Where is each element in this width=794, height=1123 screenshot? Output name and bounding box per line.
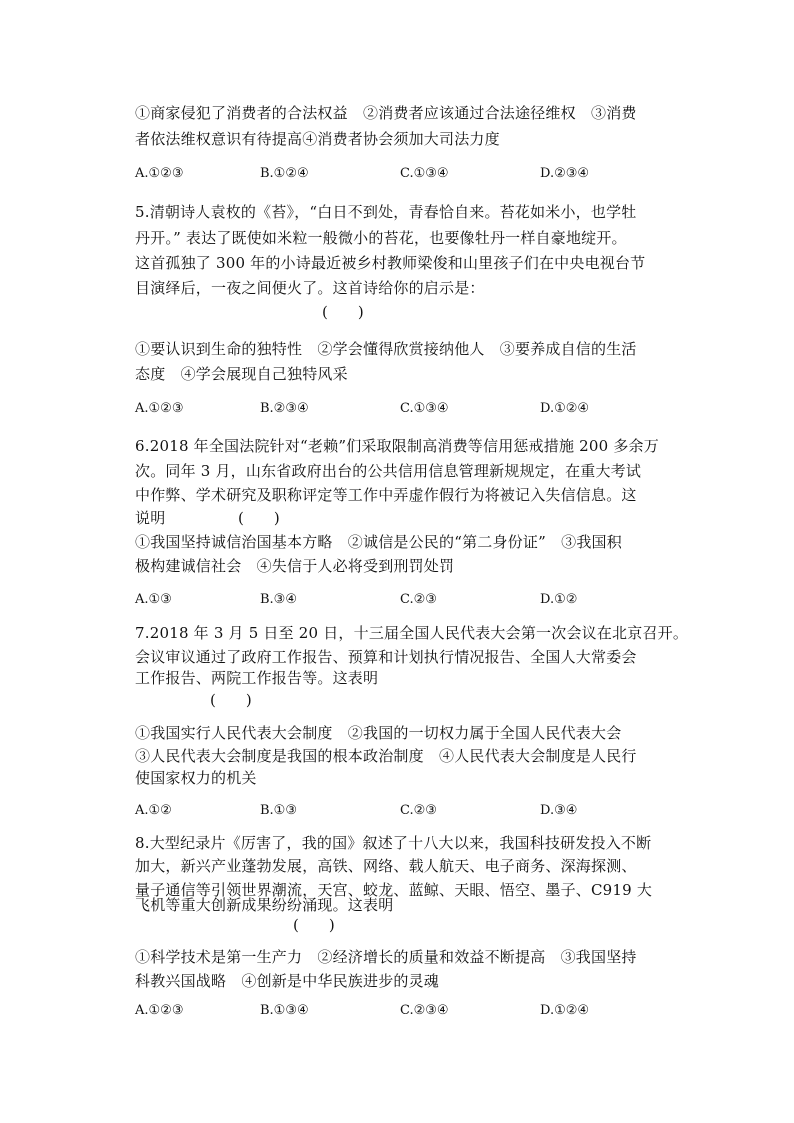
q8-option-b[interactable]: B.①③④ [260, 1003, 309, 1018]
q6-statements-line-2: 极构建诚信社会 ④失信于人必将受到刑罚处罚 [135, 557, 455, 575]
q5-option-c[interactable]: C.①③④ [400, 401, 449, 416]
q5-stem-line-2: 丹开。” 表达了既使如米粒一般微小的苔花，也要像牡丹一样自豪地绽开。 [135, 229, 627, 247]
q6-option-c[interactable]: C.②③ [400, 592, 437, 607]
q5-stem-line-4: 目演绎后，一夜之间便火了。这首诗给你的启示是： [135, 279, 485, 297]
q4-option-c[interactable]: C.①③④ [400, 166, 449, 181]
q7-stem-line-3: 工作报告、两院工作报告等。这表明 [135, 669, 379, 687]
q7-option-a[interactable]: A.①② [135, 803, 172, 818]
q5-option-a[interactable]: A.①②③ [135, 401, 184, 416]
q6-stem-line-1: 6.2018 年全国法院针对“老赖”们采取限制高消费等信用惩戒措施 200 多余万 [135, 437, 659, 455]
q6-option-b[interactable]: B.③④ [260, 592, 297, 607]
q7-statements-line-2: ③人民代表大会制度是我国的根本政治制度 ④人民代表大会制度是人民行 [135, 747, 637, 765]
q8-statements-line-2: 科教兴国战略 ④创新是中华民族进步的灵魂 [135, 972, 440, 990]
q8-option-d[interactable]: D.①②④ [540, 1003, 590, 1018]
q4-option-a[interactable]: A.①②③ [135, 166, 184, 181]
q6-stem-line-4: 说明 [135, 509, 166, 527]
q7-stem-line-2: 会议审议通过了政府工作报告、预算和计划执行情况报告、全国人大常委会 [135, 648, 637, 666]
q5-option-d[interactable]: D.①②④ [540, 401, 590, 416]
q5-answer-blank[interactable]: ( ) [322, 303, 364, 321]
q7-stem-line-1: 7.2018 年 3 月 5 日至 20 日，十三届全国人民代表大会第一次会议在北京召开。 [135, 624, 689, 642]
q8-stem-line-2: 加大，新兴产业蓬勃发展，高铁、网络、载人航天、电子商务、深海探测、 [135, 857, 637, 875]
q5-statements-line-1: ①要认识到生命的独特性 ②学会懂得欣赏接纳他人 ③要养成自信的生活 [135, 340, 637, 358]
q6-answer-blank[interactable]: ( ) [238, 509, 280, 527]
q6-option-d[interactable]: D.①② [540, 592, 578, 607]
q5-stem-line-3: 这首孤独了 300 年的小诗最近被乡村教师梁俊和山里孩子们在中央电视台节 [135, 254, 646, 272]
q7-option-b[interactable]: B.①③ [260, 803, 297, 818]
q4-statements-line-2: 者依法维权意识有待提高④消费者协会须加大司法力度 [135, 130, 500, 148]
q8-stem-line-4: 飞机等重大创新成果纷纷涌现。这表明 [135, 896, 394, 914]
q4-statements-line-1: ①商家侵犯了消费者的合法权益 ②消费者应该通过合法途径维权 ③消费 [135, 104, 637, 122]
q7-option-c[interactable]: C.②③ [400, 803, 437, 818]
q7-statements-line-3: 使国家权力的机关 [135, 769, 257, 787]
q8-option-c[interactable]: C.②③④ [400, 1003, 449, 1018]
q8-answer-blank[interactable]: ( ) [293, 916, 335, 934]
q4-option-b[interactable]: B.①②④ [260, 166, 309, 181]
q4-option-d[interactable]: D.②③④ [540, 166, 590, 181]
q6-option-a[interactable]: A.①③ [135, 592, 172, 607]
q5-stem-line-1: 5.清朝诗人袁枚的《苔》，“白日不到处，青春恰自来。苔花如米小，也学牡 [135, 203, 637, 221]
q7-answer-blank[interactable]: ( ) [210, 691, 252, 709]
q8-stem-line-1: 8.大型纪录片《厉害了，我的国》叙述了十八大以来，我国科技研发投入不断 [135, 834, 652, 852]
q6-statements-line-1: ①我国坚持诚信治国基本方略 ②诚信是公民的“第二身份证” ③我国积 [135, 533, 622, 551]
q6-stem-line-3: 中作弊、学术研究及职称评定等工作中弄虚作假行为将被记入失信信息。这 [135, 486, 637, 504]
q8-stem-line-3: 量子通信等引领世界潮流，天宫、蛟龙、蓝鲸、天眼、悟空、墨子、C919 大 [135, 881, 653, 899]
q7-option-d[interactable]: D.③④ [540, 803, 578, 818]
q5-option-b[interactable]: B.②③④ [260, 401, 309, 416]
q8-statements-line-1: ①科学技术是第一生产力 ②经济增长的质量和效益不断提高 ③我国坚持 [135, 948, 637, 966]
q5-statements-line-2: 态度 ④学会展现自己独特风采 [135, 365, 348, 383]
q6-stem-line-2: 次。同年 3 月，山东省政府出台的公共信用信息管理新规规定，在重大考试 [135, 462, 642, 480]
q8-option-a[interactable]: A.①②③ [135, 1003, 184, 1018]
q7-statements-line-1: ①我国实行人民代表大会制度 ②我国的一切权力属于全国人民代表大会 [135, 724, 622, 742]
